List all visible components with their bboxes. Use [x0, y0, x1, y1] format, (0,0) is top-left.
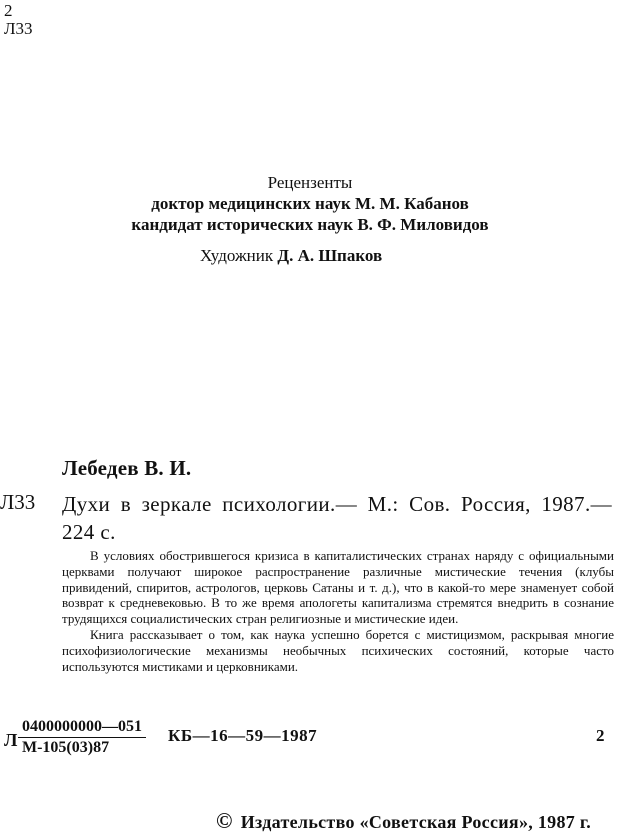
- artist-label: Художник: [200, 246, 278, 265]
- classification-numerator: 0400000000—051: [18, 718, 146, 738]
- kb-code: КБ—16—59—1987: [168, 726, 318, 745]
- library-code-top: Л33: [4, 19, 33, 38]
- reviewers-heading: Рецензенты: [267, 173, 353, 192]
- catalog-code: Л33: [0, 490, 36, 514]
- copyright-symbol: ©: [216, 808, 233, 833]
- copyright-text: Издательство «Советская Россия», 1987 г.: [240, 812, 592, 832]
- artist-credit: [200, 246, 382, 266]
- catalog-title: Духи в зеркале психологии.— М.: Сов. Россия, 1987.— 224 с.: [62, 492, 612, 544]
- copyright-line: [216, 808, 591, 834]
- classification-denominator: М-105(03)87: [22, 739, 110, 756]
- annotation-paragraph-1: В условиях обострившегося кризиса в капиталистических странах наряду с официальными церквами получают широкое распространение различные мистические течения (клубы привидений, спиритов, астрологов, церковь Сатаны и т. д.), что в какой-то мере знаменует собой возврат к средневековью. В то же время апологеты капитализма стремятся внедрить в сознание трудящихся социалистических стран религиозные и мистические идеи.: [62, 548, 614, 627]
- classification-number: 2: [596, 726, 605, 745]
- reviewers-block: [0, 172, 620, 235]
- reviewer-1-title: доктор медицинских наук: [151, 194, 356, 213]
- reviewer-2-name: В. Ф. Миловидов: [357, 215, 489, 234]
- page-number: 2: [4, 1, 13, 20]
- catalog-author: Лебедев В. И.: [62, 456, 192, 480]
- reviewer-1-name: М. М. Кабанов: [355, 194, 469, 213]
- classification-letter: Л: [4, 730, 18, 750]
- reviewer-2: [0, 214, 620, 235]
- artist-name: Д. А. Шпаков: [277, 246, 383, 265]
- annotation-paragraph-2: Книга рассказывает о том, как наука успешно борется с мистицизмом, раскрывая многие психофизиологические механизмы необычных психических состояний, которые часто используются мистиками и церковниками.: [62, 626, 614, 674]
- reviewer-2-title: кандидат исторических наук: [131, 215, 358, 234]
- reviewer-1: [0, 193, 620, 214]
- annotation: [62, 548, 614, 674]
